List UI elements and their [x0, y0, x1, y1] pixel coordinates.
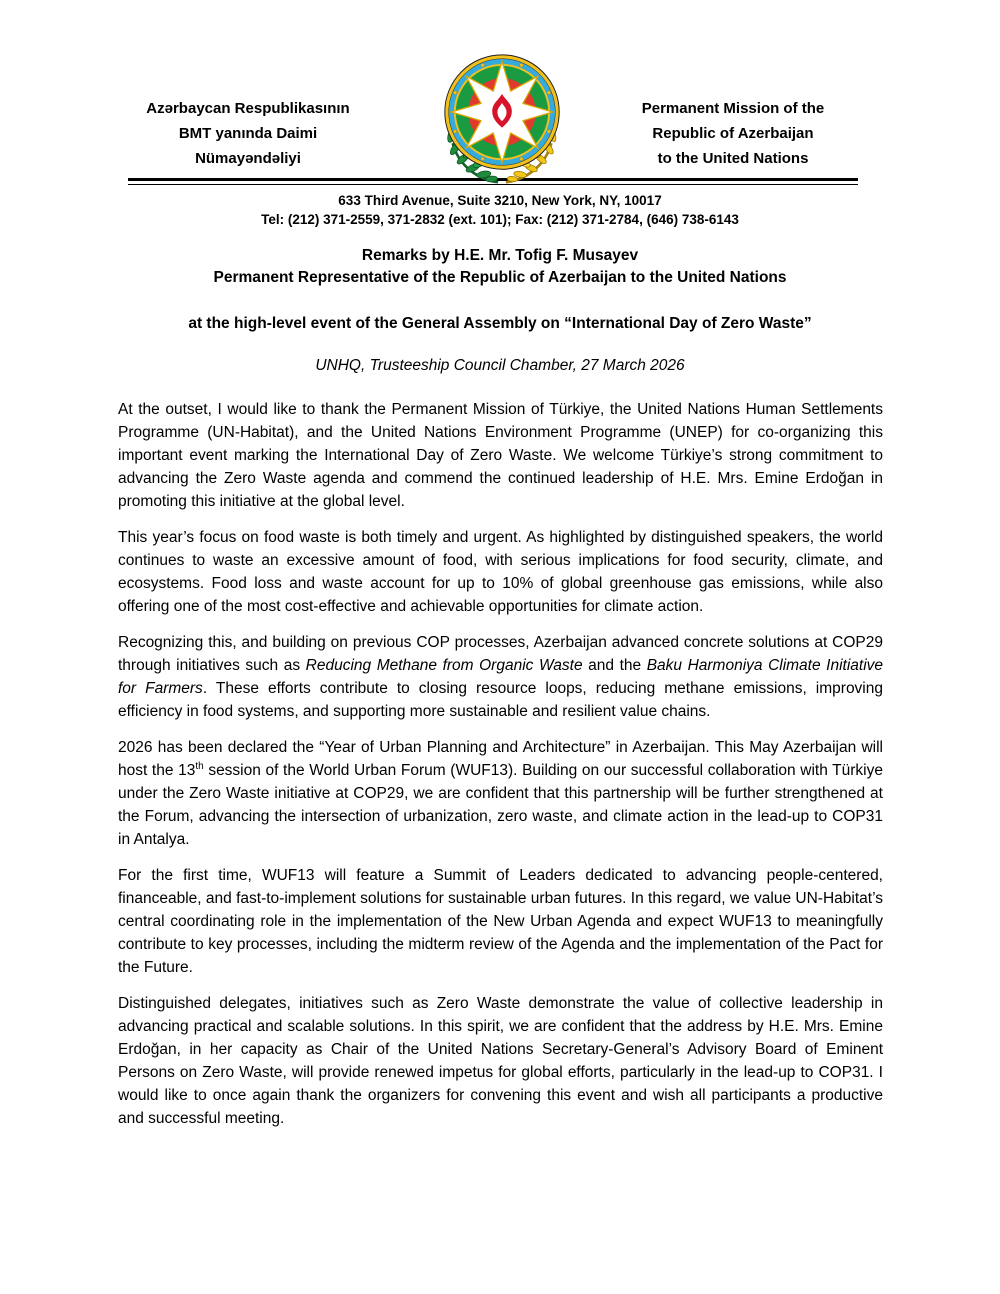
address-line: 633 Third Avenue, Suite 3210, New York, NY, 10017: [338, 193, 662, 208]
phone-fax-line: Tel: (212) 371-2559, 371-2832 (ext. 101); Fax: (212) 371-2784, (646) 738-6143: [261, 212, 739, 227]
paragraph-3: Recognizing this, and building on previous COP processes, Azerbaijan advanced concrete solutions at COP29 through initiatives such as Reducing Methane from Organic Waste and the Baku Harmoniya Climate Initiative for Farmers. These efforts contribute to closing resource loops, reducing methane emissions, improving efficiency in food systems, and supporting more sustainable and resilient value chains.: [118, 634, 884, 720]
letterhead-az-line1: Azərbaycan Respublikasının: [146, 100, 350, 117]
paragraph-5: For the first time, WUF13 will feature a Summit of Leaders dedicated to advancing people-centered, financeable, and fast-to-implement solutions for sustainable urban futures. In this regard, we value UN-Habitat’s central coordinating role in the implementation of the New Urban Agenda and expect WUF13 to meaningfully contribute to key processes, including the midterm review of the Agenda and the implementation of the Pact for the Future.: [118, 867, 883, 976]
azerbaijan-emblem-icon: [437, 52, 567, 189]
paragraph-4: 2026 has been declared the “Year of Urban Planning and Architecture” in Azerbaijan. This May Azerbaijan will host the 13th session of the World Urban Forum (WUF13). Building on our successful collaboration with Türkiye under the Zero Waste initiative at COP29, we are confident that this partnership will be further strengthened at the Forum, advancing the intersection of urbanization, zero waste, and climate action in the lead-up to COP31 in Antalya.: [118, 739, 883, 848]
event-title: at the high-level event of the General Assembly on “International Day of Zero Waste”: [188, 315, 812, 332]
document-title-line1: Remarks by H.E. Mr. Tofig F. Musayev: [361, 247, 639, 264]
letterhead-en-line3: to the United Nations: [657, 150, 809, 167]
ordinal-superscript: th: [195, 760, 204, 772]
letterhead-english: [624, 96, 842, 171]
initiative-title-italic: Reducing Methane from Organic Waste: [305, 657, 583, 674]
emblem-shield: [445, 55, 559, 169]
letterhead-en-line2: Republic of Azerbaijan: [652, 125, 814, 142]
letterhead-az-line3: Nümayəndəliyi: [195, 150, 301, 167]
letterhead-azerbaijani: [143, 96, 353, 171]
paragraph-2: This year’s focus on food waste is both timely and urgent. As highlighted by distinguished speakers, the world continues to waste an excessive amount of food, with serious implications for food security, climate, and ecosystems. Food loss and waste account for up to 10% of global greenhouse gas emissions, while also offering one of the most cost-effective and achievable opportunities for climate action.: [118, 529, 883, 615]
letterhead-en-line1: Permanent Mission of the: [641, 100, 825, 117]
paragraph-6: Distinguished delegates, initiatives such as Zero Waste demonstrate the value of collective leadership in advancing practical and scalable solutions. In this spirit, we are confident that the address by H.E. Mrs. Emine Erdoğan, in her capacity as Chair of the United Nations Secretary-General’s Advisory Board of Eminent Persons on Zero Waste, will provide renewed impetus for global efforts, particularly in the lead-up to COP31. I would like to once again thank the organizers for convening this event and wish all participants a productive and successful meeting.: [118, 995, 883, 1127]
title-block: [0, 245, 1000, 377]
paragraph-1: At the outset, I would like to thank the Permanent Mission of Türkiye, the United Nations Human Settlements Programme (UN-Habitat), and the United Nations Environment Programme (UNEP) for co-organizing this important event marking the International Day of Zero Waste. We welcome Türkiye’s strong commitment to advancing the Zero Waste agenda and commend the continued leadership of H.E. Mrs. Emine Erdoğan in promoting this initiative at the global level.: [118, 401, 883, 510]
venue-date-line: UNHQ, Trusteeship Council Chamber, 27 March 2026: [315, 357, 685, 374]
letterhead-az-line2: BMT yanında Daimi: [178, 125, 318, 142]
initiative-title-italic: Baku Harmoniya Climate Initiative for Farmers: [118, 657, 884, 697]
document-title-line2: Permanent Representative of the Republic of Azerbaijan to the United Nations: [213, 269, 787, 286]
speech-body: [118, 398, 883, 1143]
contact-block: [0, 191, 1000, 229]
